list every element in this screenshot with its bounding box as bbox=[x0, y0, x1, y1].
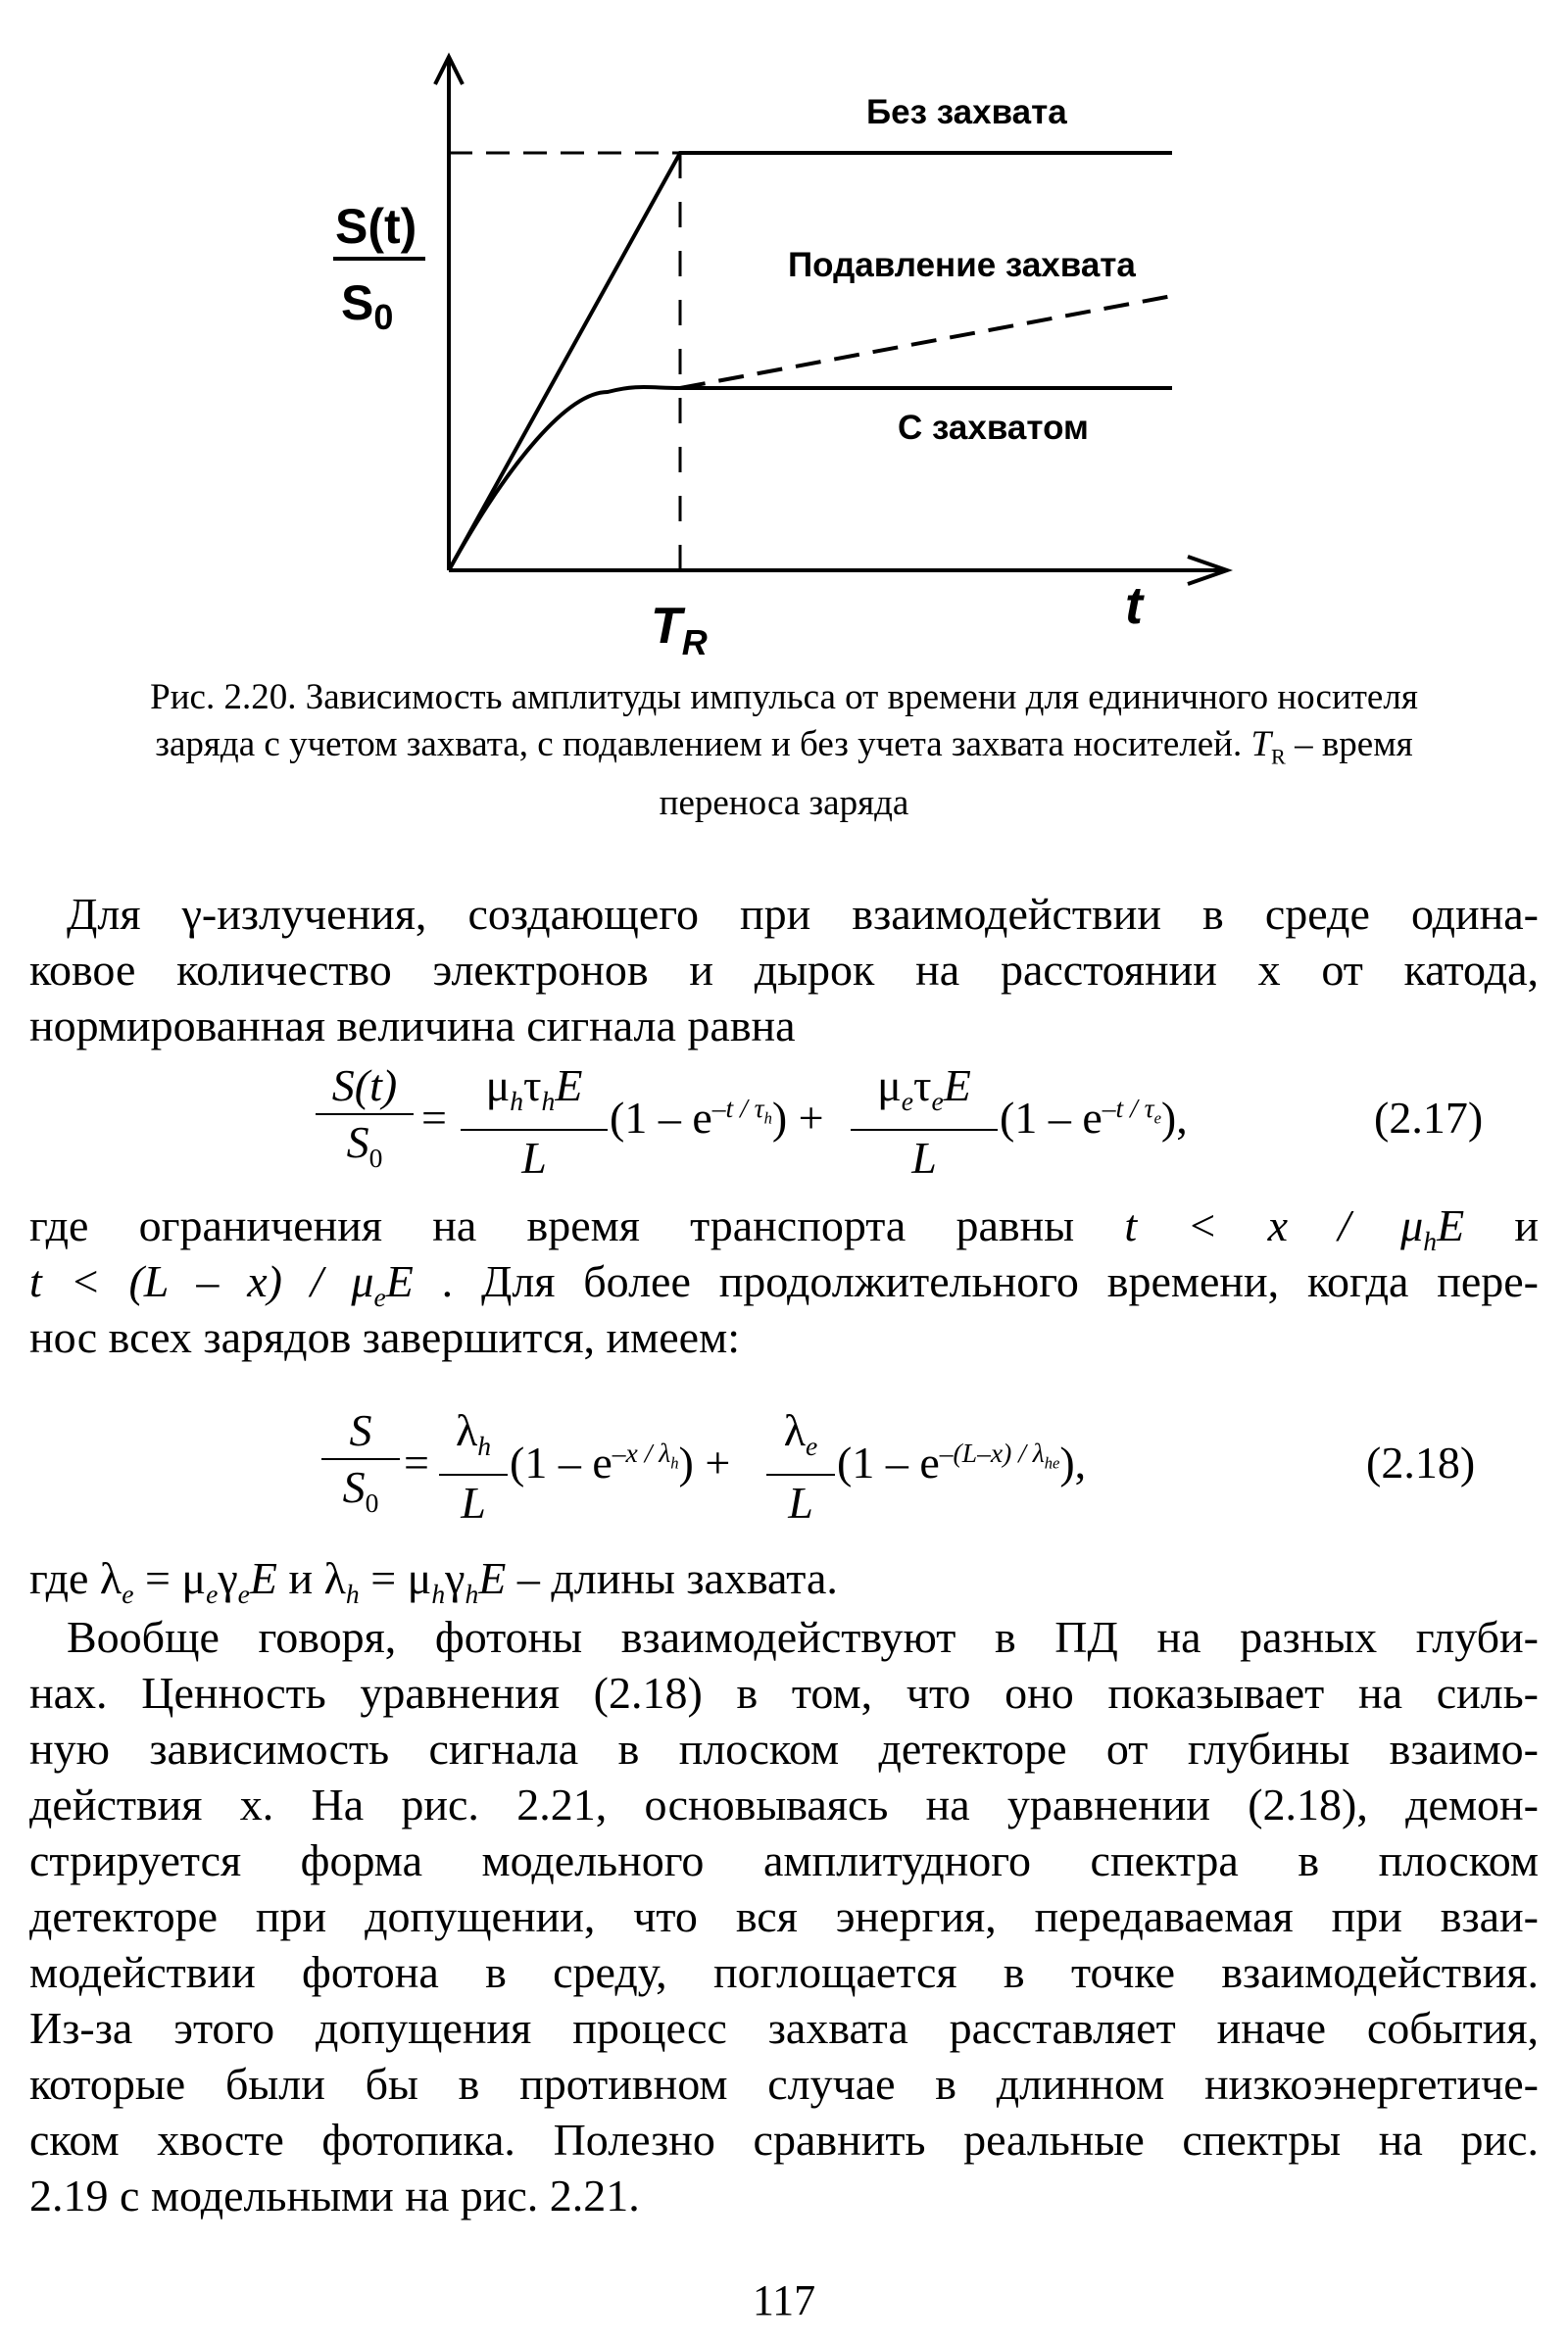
label-trapping-suppressed: Подавление захвата bbox=[788, 246, 1136, 284]
paragraph-4-line-11: 2.19 с модельными на рис. 2.21. bbox=[29, 2171, 640, 2220]
eq217-term1-fraction: $\mu_h\tau_hE$ L bbox=[461, 1058, 608, 1186]
paragraph-4-line-7: модействии фотона в среду, поглощается в точке взаимодействия. bbox=[29, 1947, 1539, 1997]
caption-line-3: переноса заряда bbox=[659, 783, 909, 824]
paragraph-1-line-3: нормированная величина сигнала равна bbox=[29, 1000, 796, 1050]
paragraph-4-line-3: ную зависимость сигнала в плоском детекторе от глубины взаимо- bbox=[29, 1724, 1539, 1774]
label-with-trapping: С захватом bbox=[898, 409, 1089, 447]
eq217-term2-fraction: $\mu_e\tau_eE$ L bbox=[851, 1058, 998, 1186]
paragraph-4-line-2: нах. Ценность уравнения (2.18) в том, что оно показывает на силь- bbox=[29, 1668, 1539, 1718]
paragraph-4-line-10: ском хвосте фотопика. Полезно сравнить реальные спектры на рис. bbox=[29, 2115, 1539, 2165]
eq218-term1-fraction: $\lambda_h$ L bbox=[439, 1403, 508, 1531]
paragraph-4-line-4: действия x. На рис. 2.21, основываясь на уравнении (2.18), демон- bbox=[29, 1780, 1539, 1830]
eq218-lhs-fraction: S $S_0$ bbox=[321, 1403, 400, 1531]
curve-no-trapping bbox=[449, 153, 1172, 570]
eq218-paren2: $(1 - e^{-(L-x) / \lambda_{he}})$, bbox=[837, 1437, 1087, 1488]
eq217-equals: = bbox=[421, 1093, 447, 1143]
page-number: 117 bbox=[752, 2276, 816, 2324]
paragraph-3-line-1: где $\lambda_e = \mu_e\gamma_eE$ и $\lambda_h = \mu_h\gamma_hE$ – длины захвата. bbox=[29, 1553, 838, 1610]
equation-2-18 bbox=[0, 1403, 1568, 1550]
eq217-paren2: $(1 - e^{-t / \tau_e})$, bbox=[1000, 1092, 1188, 1143]
caption-line-2: заряда с учетом захвата, с подавлением и без учета захвата носителей. $T_R$ – время bbox=[155, 724, 1413, 769]
paragraph-2-line-1: где ограничения на время транспорта равны $t < x / \mu_hE$ и bbox=[29, 1200, 1539, 1257]
paragraph-1 bbox=[29, 886, 1539, 1053]
eq217-paren1: $(1 - e^{-t / \tau_h})$ + bbox=[610, 1092, 824, 1143]
paragraph-4-line-8: Из-за этого допущения процесс захвата расставляет иначе события, bbox=[29, 2003, 1539, 2053]
paragraph-1-line-1: Для γ-излучения, создающего при взаимодействии в среде одина- bbox=[67, 889, 1539, 939]
eq218-equals: = bbox=[404, 1438, 429, 1488]
paragraph-3 bbox=[29, 1550, 1539, 1610]
label-no-trapping: Без захвата bbox=[866, 93, 1067, 131]
eq217-lhs-fraction: S(t) $S_0$ bbox=[316, 1058, 414, 1186]
paragraph-2-line-2: $t < (L - x) / \mu_eE$ . Для более продолжительного времени, когда пере- bbox=[29, 1256, 1539, 1313]
y-label-denominator: $S_0$ bbox=[341, 275, 394, 337]
paragraph-2-line-3: нос всех зарядов завершится, имеем: bbox=[29, 1312, 740, 1362]
caption-line-1: Рис. 2.20. Зависимость амплитуды импульса от времени для единичного носителя bbox=[150, 677, 1418, 717]
paragraph-1-line-2: ковое количество электронов и дырок на расстоянии x от катода, bbox=[29, 945, 1539, 995]
y-label-numerator: S(t) bbox=[335, 199, 417, 254]
paragraph-2 bbox=[29, 1197, 1539, 1365]
figure-caption bbox=[39, 674, 1529, 827]
paragraph-4-line-1: Вообще говоря, фотоны взаимодействуют в ПД на разных глуби- bbox=[67, 1612, 1539, 1662]
paragraph-4-line-6: детекторе при допущении, что вся энергия, передаваемая при взаи- bbox=[29, 1891, 1539, 1941]
paragraph-4-line-9: которые были бы в противном случае в длинном низкоэнергетиче- bbox=[29, 2059, 1539, 2109]
eq218-term2-fraction: $\lambda_e$ L bbox=[766, 1403, 835, 1531]
eq218-paren1: $(1 - e^{-x / \lambda_h})$ + bbox=[510, 1437, 731, 1488]
paragraph-4 bbox=[29, 1609, 1539, 2223]
curve-trapping-suppressed bbox=[680, 296, 1172, 388]
equation-2-17 bbox=[0, 1058, 1568, 1205]
paragraph-4-line-5: стрируется форма модельного амплитудного спектра в плоском bbox=[29, 1835, 1539, 1885]
eq217-number: (2.17) bbox=[1374, 1093, 1484, 1143]
x-label: t bbox=[1125, 576, 1143, 635]
tr-label: $T_R$ bbox=[651, 598, 708, 662]
eq218-number: (2.18) bbox=[1366, 1438, 1476, 1488]
figure-pulse-amplitude-vs-time bbox=[0, 0, 1568, 666]
